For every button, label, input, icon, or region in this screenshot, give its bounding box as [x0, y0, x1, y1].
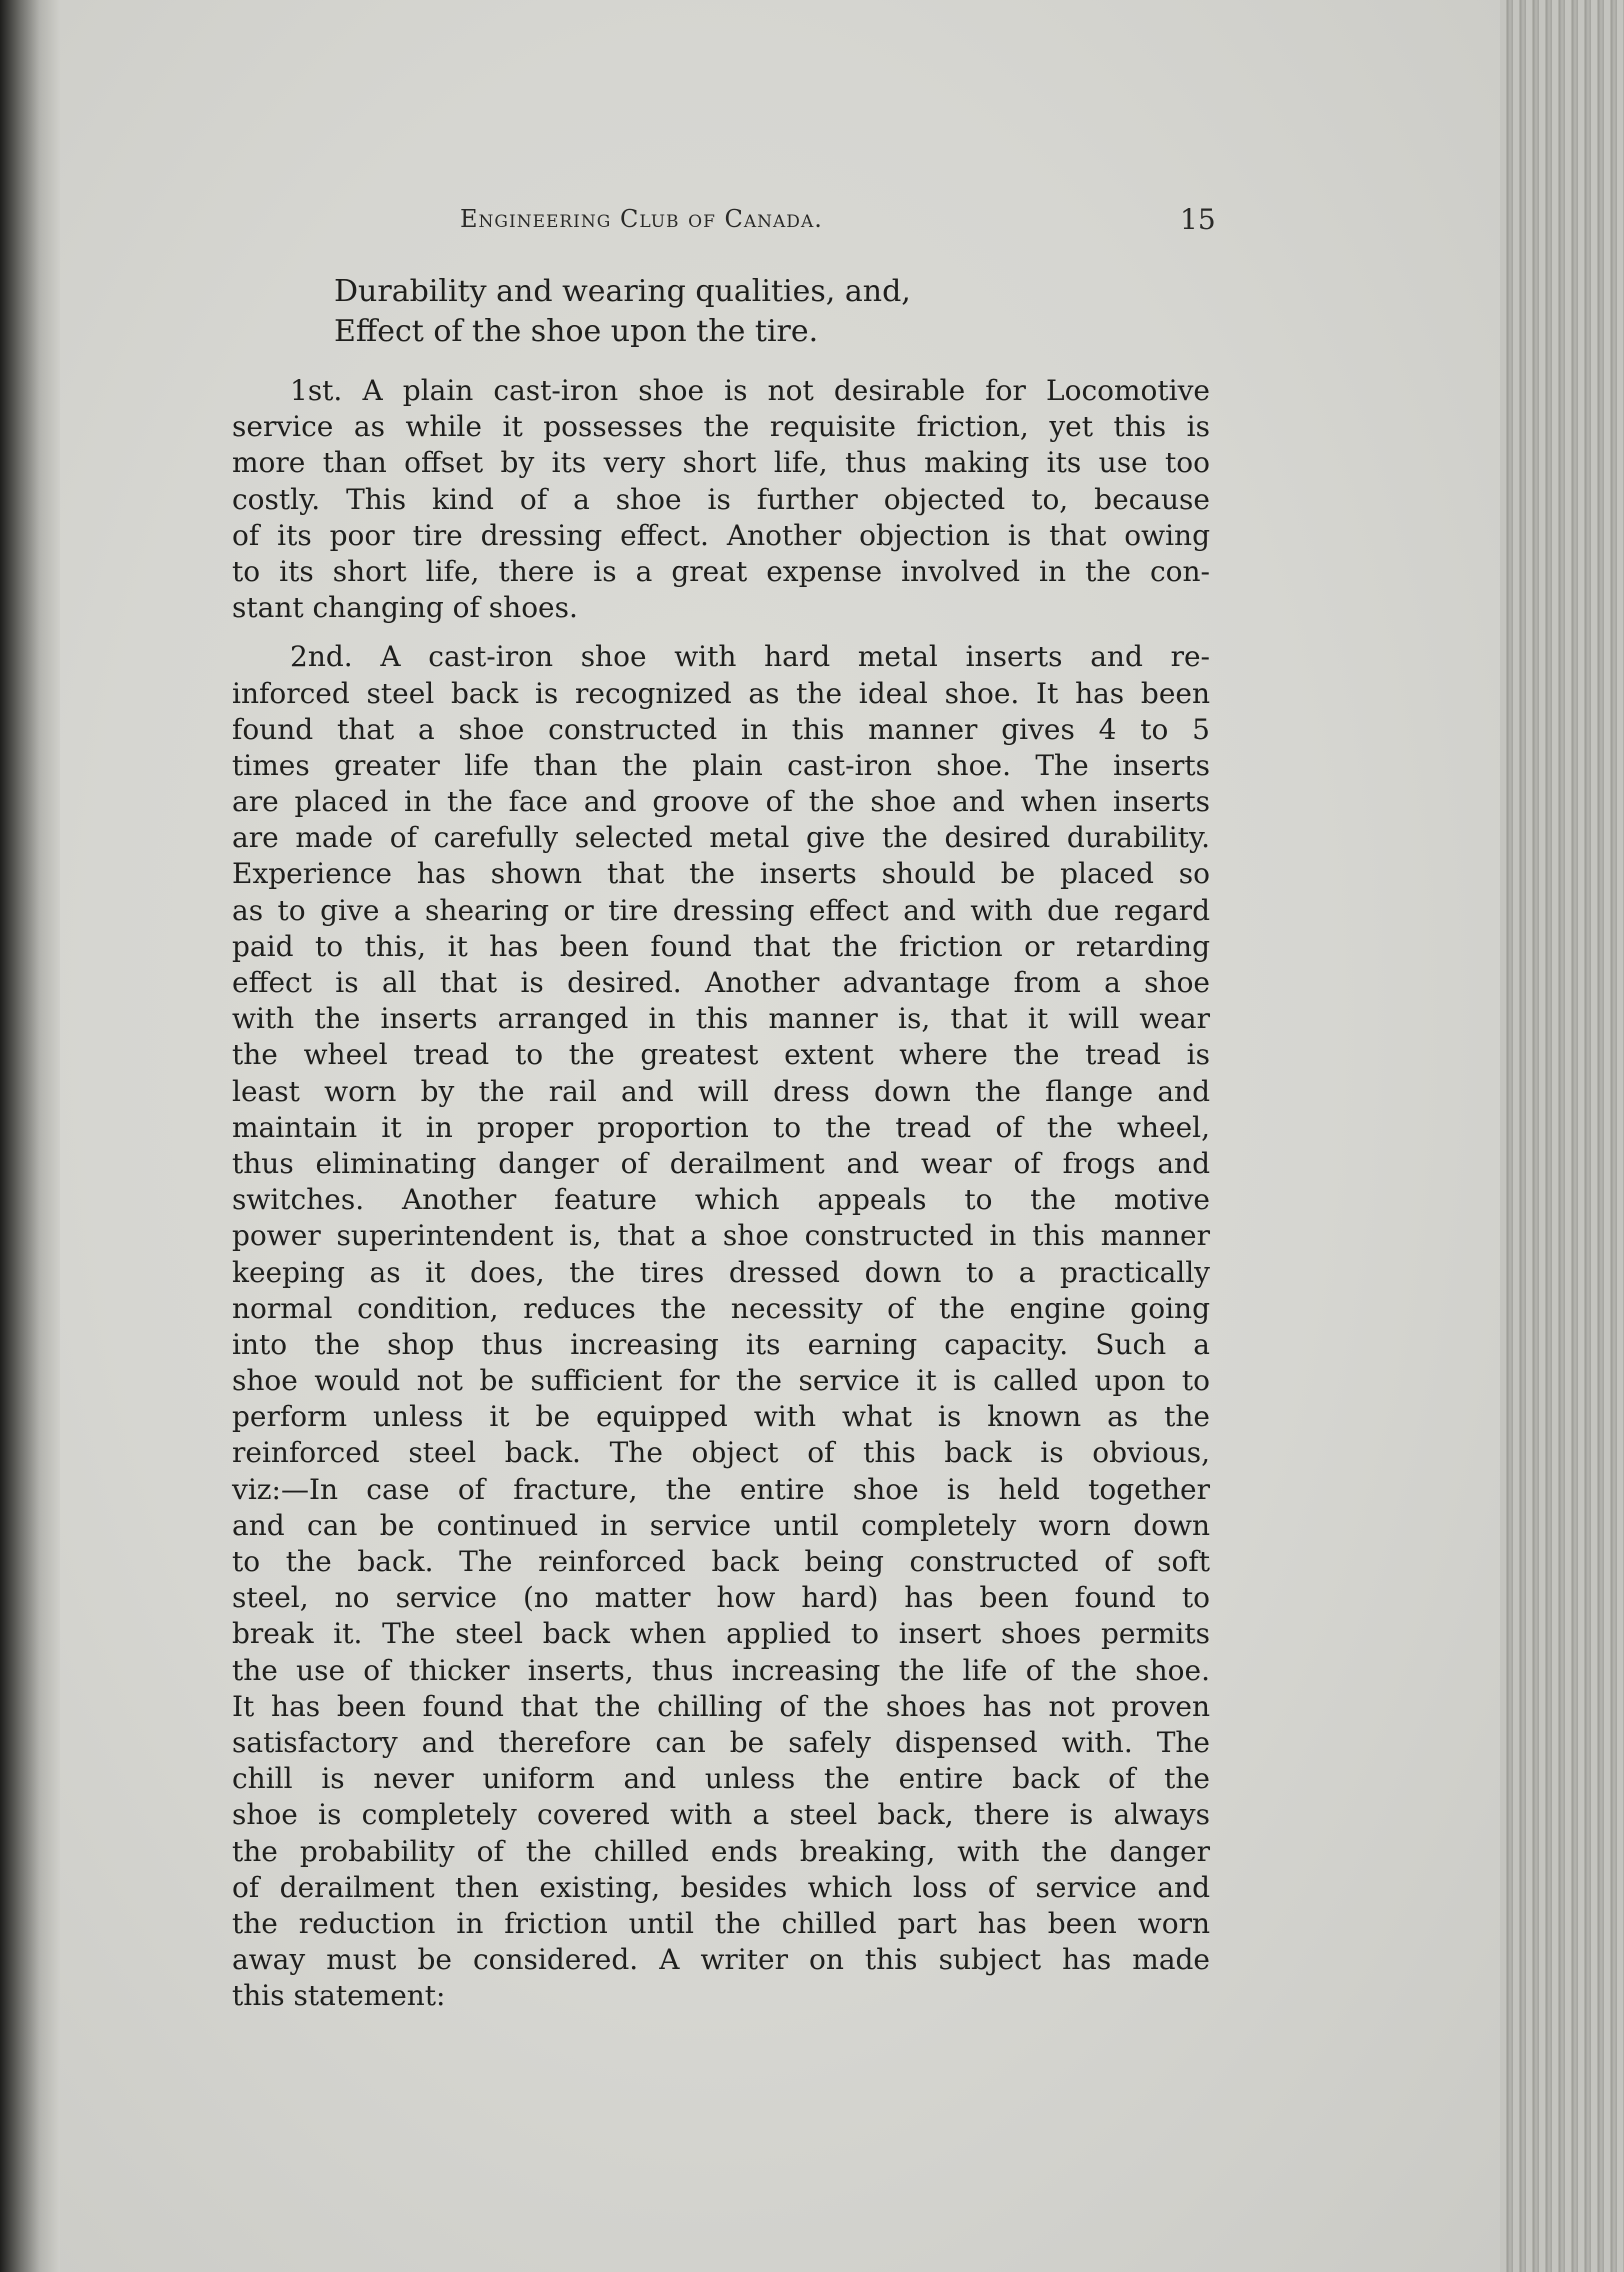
text-line: switches. Another feature which appeals to the motive: [232, 1183, 1210, 1217]
text-line: are placed in the face and groove of the shoe and when inserts: [232, 785, 1210, 819]
text-line: perform unless it be equipped with what is known as the: [232, 1400, 1210, 1434]
paragraph: [232, 639, 1210, 2014]
text-line: maintain it in proper proportion to the tread of the wheel,: [232, 1110, 1210, 1144]
text-line: shoe would not be sufficient for the service it is called upon to: [232, 1364, 1210, 1398]
text-line: 1st. A plain cast-iron shoe is not desirable for Locomotive: [290, 374, 1210, 407]
text-line: are made of carefully selected metal give the desired durability.: [232, 821, 1210, 855]
text-line: It has been found that the chilling of the shoes has not proven: [232, 1689, 1210, 1723]
intro-lines: [334, 272, 1234, 352]
intro-line: Durability and wearing qualities, and,: [334, 274, 911, 309]
paragraph: [232, 373, 1210, 626]
body-text: [232, 373, 1210, 2027]
text-line: to the back. The reinforced back being constructed of soft: [232, 1545, 1210, 1578]
text-line: into the shop thus increasing its earning capacity. Such a: [232, 1327, 1210, 1361]
text-line: stant changing of shoes.: [232, 591, 578, 625]
running-head: Engineering Club of Canada.: [460, 205, 823, 233]
text-line: found that a shoe constructed in this manner gives 4 to 5: [232, 712, 1210, 746]
text-line: of derailment then existing, besides which loss of service and: [232, 1870, 1210, 1904]
text-line: as to give a shearing or tire dressing effect and with due regard: [232, 893, 1210, 927]
text-line: and can be continued in service until completely worn down: [232, 1508, 1210, 1542]
text-line: the reduction in friction until the chilled part has been worn: [232, 1906, 1210, 1940]
text-line: the use of thicker inserts, thus increasing the life of the shoe.: [232, 1653, 1210, 1687]
text-line: with the inserts arranged in this manner is, that it will wear: [232, 1002, 1210, 1036]
text-line: Experience has shown that the inserts should be placed so: [232, 857, 1210, 891]
text-line: this statement:: [232, 1979, 446, 2013]
page-edges: [1500, 0, 1624, 2272]
text-line: away must be considered. A writer on this subject has made: [232, 1943, 1210, 1977]
text-line: least worn by the rail and will dress down the flange and: [232, 1074, 1210, 1108]
text-line: keeping as it does, the tires dressed down to a practically: [232, 1255, 1210, 1289]
text-line: reinforced steel back. The object of this back is obvious,: [232, 1436, 1210, 1470]
text-line: steel, no service (no matter how hard) has been found to: [232, 1581, 1210, 1615]
text-line: to its short life, there is a great expense involved in the con-: [232, 554, 1210, 588]
text-line: more than offset by its very short life, thus making its use too: [232, 446, 1210, 480]
text-line: break it. The steel back when applied to insert shoes permits: [232, 1617, 1210, 1651]
text-line: times greater life than the plain cast-iron shoe. The inserts: [232, 748, 1210, 782]
text-line: costly. This kind of a shoe is further objected to, because: [232, 482, 1210, 516]
text-line: satisfactory and therefore can be safely dispensed with. The: [232, 1725, 1210, 1759]
text-line: the wheel tread to the greatest extent where the tread is: [232, 1038, 1210, 1072]
text-line: inforced steel back is recognized as the ideal shoe. It has been: [232, 676, 1210, 710]
text-line: effect is all that is desired. Another advantage from a shoe: [232, 966, 1210, 999]
book-gutter: [0, 0, 60, 2272]
text-line: thus eliminating danger of derailment and wear of frogs and: [232, 1146, 1210, 1180]
text-line: of its poor tire dressing effect. Another objection is that owing: [232, 518, 1210, 552]
text-line: paid to this, it has been found that the friction or retarding: [232, 929, 1210, 963]
text-line: normal condition, reduces the necessity of the engine going: [232, 1291, 1210, 1325]
text-line: viz:—In case of fracture, the entire shoe is held together: [232, 1472, 1210, 1506]
text-line: shoe is completely covered with a steel back, there is always: [232, 1798, 1210, 1832]
text-line: 2nd. A cast-iron shoe with hard metal inserts and re-: [290, 640, 1210, 674]
text-line: service as while it possesses the requisite friction, yet this is: [232, 410, 1210, 444]
intro-line: Effect of the shoe upon the tire.: [334, 314, 819, 349]
text-line: chill is never uniform and unless the entire back of the: [232, 1762, 1210, 1796]
text-line: the probability of the chilled ends breaking, with the danger: [232, 1834, 1210, 1868]
page-number: 15: [1180, 203, 1216, 236]
text-line: power superintendent is, that a shoe constructed in this manner: [232, 1219, 1210, 1253]
